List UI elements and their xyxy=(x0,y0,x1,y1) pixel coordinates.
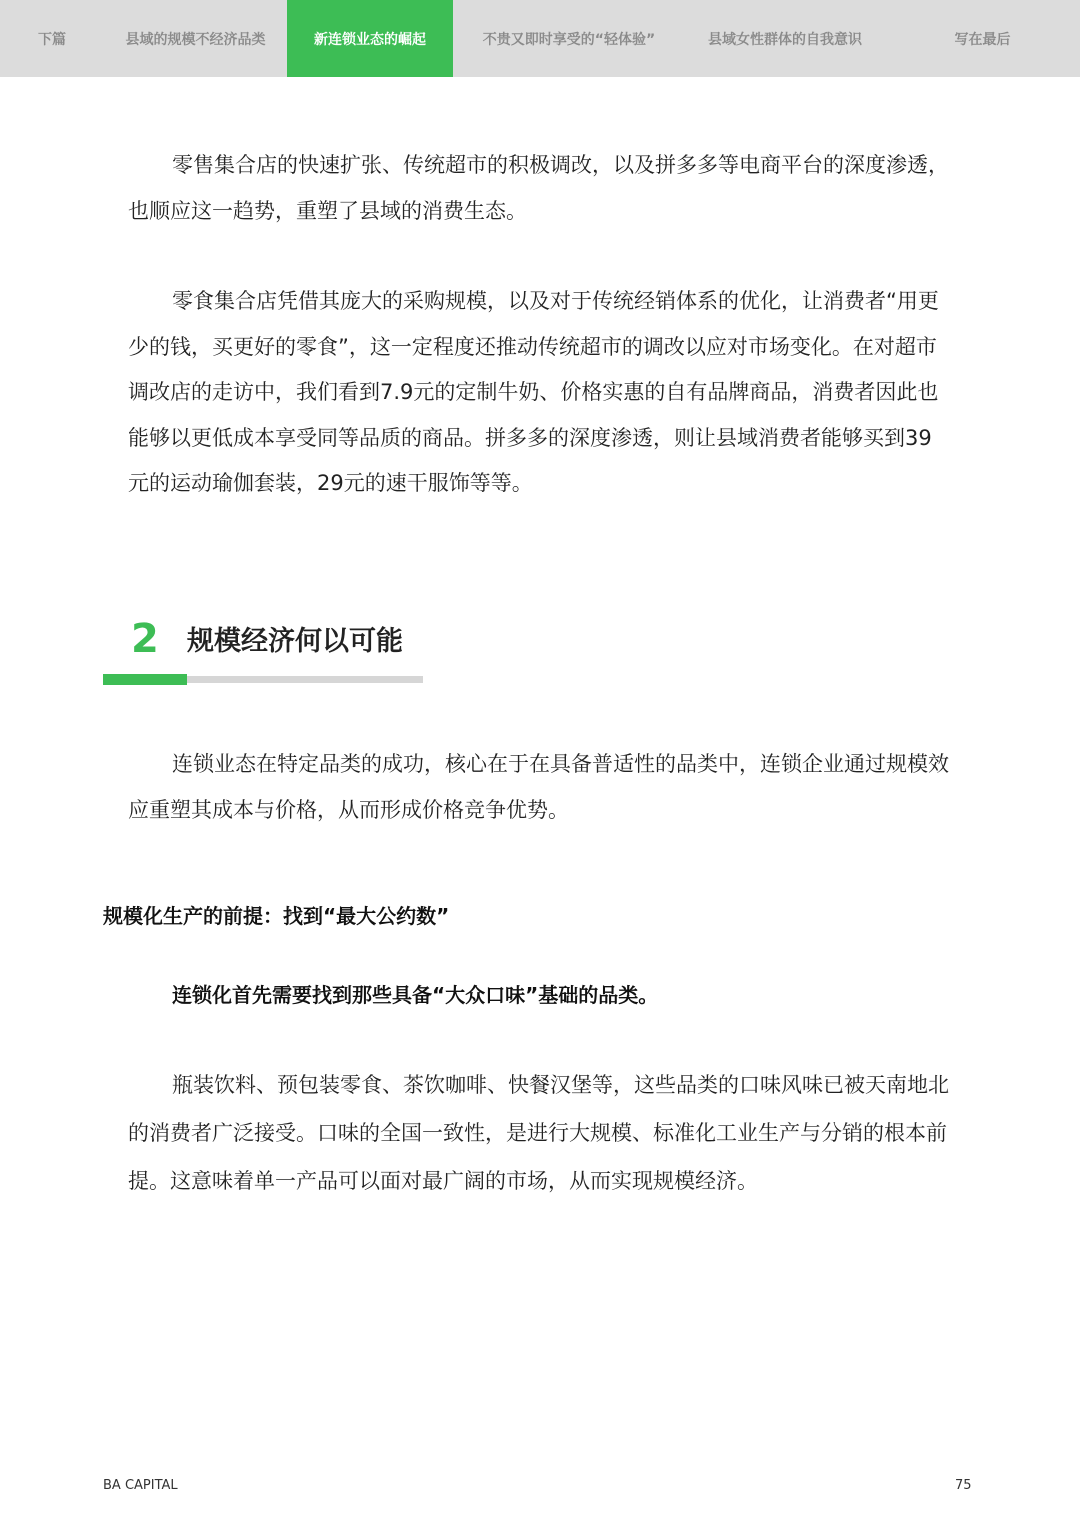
nav-tab-new-chain-formats[interactable]: 新连锁业态的崛起 xyxy=(287,0,453,77)
paragraph-snack-stores: 零食集合店凭借其庞大的采购规模，以及对于传统经销体系的优化，让消费者“用更少的钱，买更好的零食”，这一定程度还推动传统超市的调改以应对市场变化。在对超市调改店的走访中，我们看到7.9元的定制牛奶、价格实惠的自有品牌商品，消费者因此也能够以更低成本享受同等品质的商品。拼多多的深度渗透，则让县域消费者能够买到39元的运动瑜伽套装，29元的速干服饰等等。 xyxy=(128,289,939,495)
paragraph-chain-success: 连锁业态在特定品类的成功，核心在于在具备普适性的品类中，连锁企业通过规模效应重塑其成本与价格，从而形成价格竞争优势。 xyxy=(128,752,949,822)
heading-underline-accent xyxy=(103,674,187,685)
footer-brand: BA CAPITAL xyxy=(103,1478,178,1493)
nav-tab-light-experience[interactable]: 不贵又即时享受的“轻体验” xyxy=(482,31,656,48)
section-number: 2 xyxy=(131,616,159,662)
nav-tab-part-two[interactable]: 下篇 xyxy=(38,31,66,48)
paragraph-national-taste: 瓶装饮料、预包装零食、茶饮咖啡、快餐汉堡等，这些品类的口味风味已被天南地北的消费者广泛接受。口味的全国一致性，是进行大规模、标准化工业生产与分销的根本前提。这意味着单一产品可以面对最广阔的市场，从而实现规模经济。 xyxy=(128,1073,949,1193)
section-heading xyxy=(103,612,423,688)
footer-page-number: 75 xyxy=(955,1478,972,1493)
subheading-mass-production: 规模化生产的前提：找到“最大公约数” xyxy=(103,904,450,928)
section-title: 规模经济何以可能 xyxy=(187,626,403,657)
nav-tab-closing-words[interactable]: 写在最后 xyxy=(954,31,1011,48)
top-navigation-bar xyxy=(0,0,1080,77)
bold-lead-mass-taste: 连锁化首先需要找到那些具备“大众口味”基础的品类。 xyxy=(172,983,659,1007)
nav-tab-female-self-awareness[interactable]: 县域女性群体的自我意识 xyxy=(708,31,862,48)
nav-tab-diseconomy-categories[interactable]: 县域的规模不经济品类 xyxy=(125,31,266,48)
paragraph-retail-expansion: 零售集合店的快速扩张、传统超市的积极调改，以及拼多多等电商平台的深度渗透，也顺应这一趋势，重塑了县域的消费生态。 xyxy=(128,153,949,223)
